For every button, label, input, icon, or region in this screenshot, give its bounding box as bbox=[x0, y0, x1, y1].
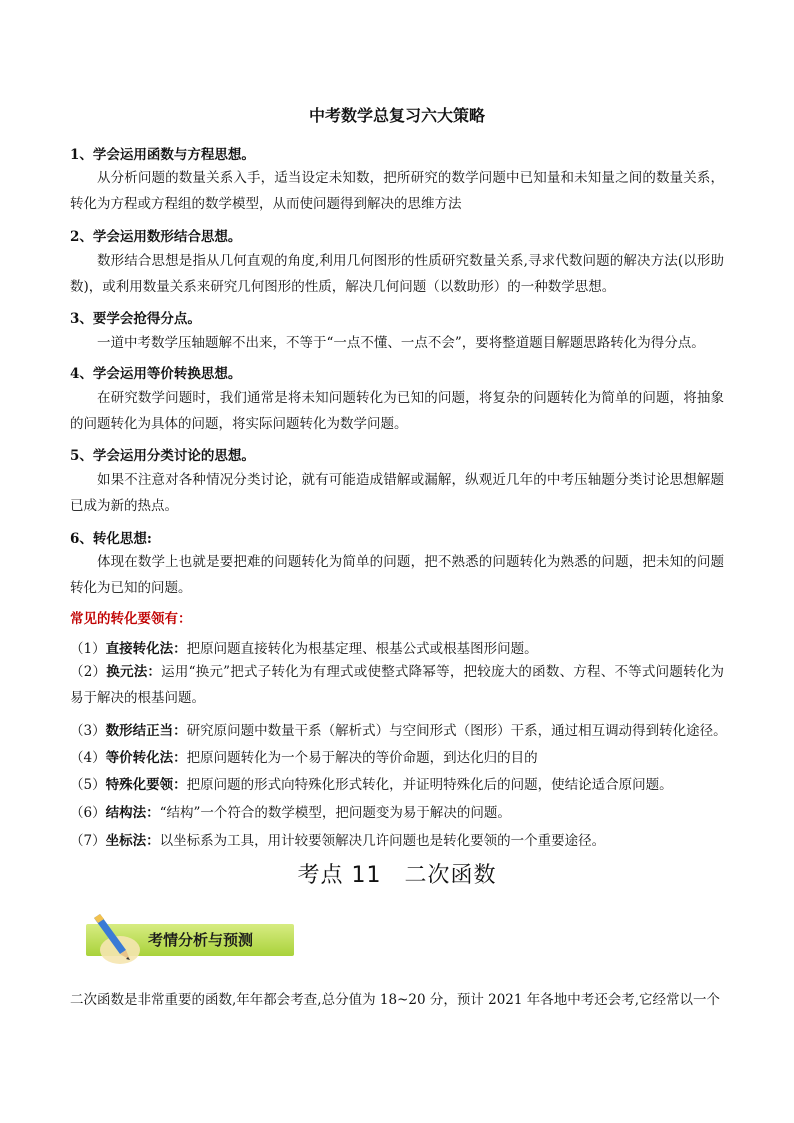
method-name: 等价转化法： bbox=[105, 750, 187, 766]
method-item bbox=[70, 773, 673, 793]
topic-title: 考点 11 二次函数 bbox=[297, 863, 497, 888]
method-text: 把原问题的形式向特殊化形式转化，并证明特殊化后的问题，使结论适合原问题。 bbox=[186, 777, 673, 793]
method-item bbox=[70, 659, 724, 711]
strategy-5-heading: 5、学会运用分类讨论的思想。 bbox=[70, 448, 255, 464]
method-number: （2） bbox=[70, 664, 107, 680]
methods-heading: 常见的转化要领有： bbox=[70, 611, 192, 627]
method-text: 把原问题直接转化为根基定理、根基公式或根基图形问题。 bbox=[186, 641, 538, 657]
strategy-6-body: 体现在数学上也就是要把难的问题转化为简单的问题，把不熟悉的问题转化为熟悉的问题，把未知的问题转化为已知的问题。 bbox=[70, 554, 724, 596]
method-name: 数形结正当： bbox=[105, 723, 187, 739]
strategy-3-body: 一道中考数学压轴题解不出来，不等于“一点不懂、一点不会”，要将整道题目解题思路转化为得分点。 bbox=[97, 335, 705, 351]
method-text: “结构”一个符合的数学模型，把问题变为易于解决的问题。 bbox=[159, 805, 511, 821]
strategy-3-heading: 3、要学会抢得分点。 bbox=[70, 311, 201, 327]
method-number: （5） bbox=[70, 777, 106, 793]
method-text: 研究原问题中数量干系（解析式）与空间形式（图形）干系，通过相互调动得到转化途径。 bbox=[186, 723, 727, 739]
banner-label: 考情分析与预测 bbox=[148, 931, 254, 949]
strategy-6-heading: 6、转化思想: bbox=[70, 531, 152, 547]
method-text: 运用“换元”把式子转化为有理式或使整式降幂等，把较庞大的函数、方程、不等式问题转化为易于解决的根基问题。 bbox=[70, 664, 725, 706]
method-number: （3） bbox=[70, 723, 106, 739]
pencil-icon bbox=[86, 906, 146, 968]
strategy-4-heading: 4、学会运用等价转换思想。 bbox=[70, 366, 242, 382]
method-number: （4） bbox=[70, 750, 106, 766]
method-text: 以坐标系为工具，用计较要领解决几许问题也是转化要领的一个重要途径。 bbox=[159, 833, 606, 849]
strategy-1-heading: 1、学会运用函数与方程思想。 bbox=[70, 147, 255, 163]
document-title: 中考数学总复习六大策略 bbox=[308, 106, 485, 125]
method-text: 把原问题转化为一个易于解决的等价命题，到达化归的目的 bbox=[186, 750, 538, 766]
method-name: 直接转化法： bbox=[105, 641, 187, 657]
method-item bbox=[70, 719, 727, 739]
method-name: 结构法： bbox=[105, 805, 160, 821]
method-item bbox=[70, 829, 605, 849]
strategy-2-heading: 2、学会运用数形结合思想。 bbox=[70, 229, 242, 245]
strategy-1-body: 从分析问题的数量关系入手，适当设定未知数，把所研究的数学问题中已知量和未知量之间的数量关系，转化为方程或方程组的数学模型，从而使问题得到解决的思维方法 bbox=[70, 170, 724, 212]
strategy-5-body: 如果不注意对各种情况分类讨论，就有可能造成错解或漏解，纵观近几年的中考压轴题分类讨论思想解题已成为新的热点。 bbox=[70, 472, 724, 514]
method-name: 换元法： bbox=[106, 664, 162, 680]
method-item bbox=[70, 637, 538, 657]
method-number: （6） bbox=[70, 805, 106, 821]
method-number: （1） bbox=[70, 641, 106, 657]
method-item bbox=[70, 801, 511, 821]
analysis-paragraph: 二次函数是非常重要的函数,年年都会考查,总分值为 18~20 分，预计 2021 年各地中考还会考,它经常以一个 bbox=[70, 992, 721, 1008]
method-name: 特殊化要领： bbox=[105, 777, 187, 793]
strategy-4-body: 在研究数学问题时，我们通常是将未知问题转化为已知的问题，将复杂的问题转化为简单的问题，将抽象的问题转化为具体的问题，将实际问题转化为数学问题。 bbox=[70, 390, 724, 432]
method-item bbox=[70, 746, 538, 766]
strategy-2-body: 数形结合思想是指从几何直观的角度,利用几何图形的性质研究数量关系,寻求代数问题的解决方法(以形助数)，或利用数量关系来研究几何图形的性质，解决几何问题（以数助形）的一种数学思想。 bbox=[70, 253, 724, 295]
method-name: 坐标法： bbox=[105, 833, 160, 849]
method-number: （7） bbox=[70, 833, 106, 849]
